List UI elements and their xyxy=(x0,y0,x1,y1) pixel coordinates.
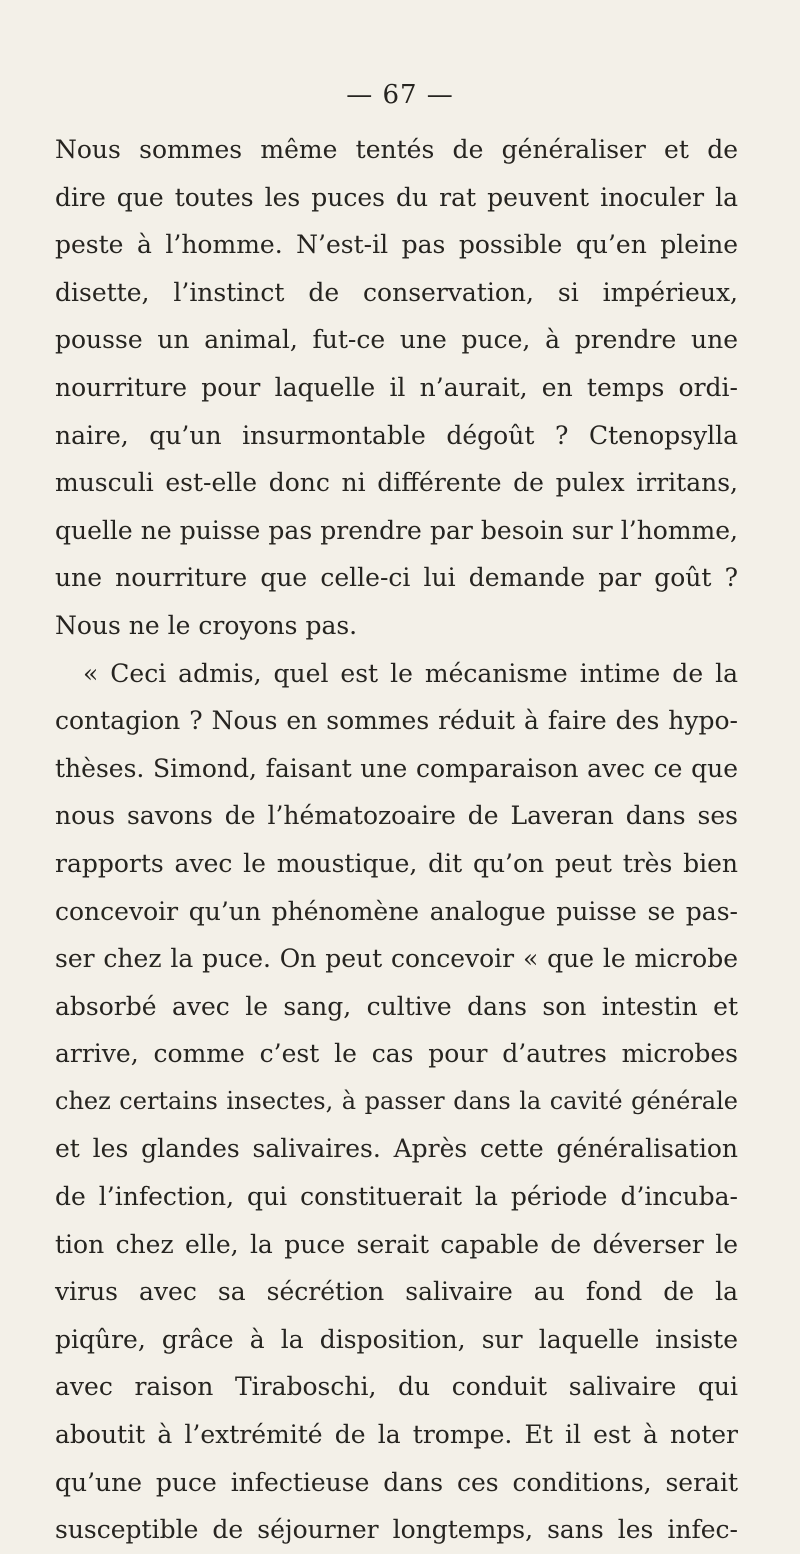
text-line: chez certains insectes, à passer dans la cavité générale xyxy=(55,1086,738,1115)
text-line: « Ceci admis, quel est le mécanisme intime de la xyxy=(83,658,738,688)
text-line: qu’une puce infectieuse dans ces conditions, serait xyxy=(55,1467,738,1497)
text-line: peste à l’homme. N’est-il pas possible qu’en pleine xyxy=(55,230,738,260)
text-line: concevoir qu’un phénomène analogue puisse se pas- xyxy=(55,896,738,926)
text-line: aboutit à l’extrémité de la trompe. Et il est à noter xyxy=(55,1420,738,1450)
text-line: et les glandes salivaires. Après cette généralisation xyxy=(55,1134,738,1164)
text-line: nourriture pour laquelle il n’aurait, en temps ordi- xyxy=(55,372,738,402)
text-line: arrive, comme c’est le cas pour d’autres microbes xyxy=(55,1039,738,1069)
body-text xyxy=(55,126,738,1554)
text-line: quelle ne puisse pas prendre par besoin sur l’homme, xyxy=(55,515,738,545)
text-line: ser chez la puce. On peut concevoir « que le microbe xyxy=(55,944,738,974)
text-line: de l’infection, qui constituerait la période d’incuba- xyxy=(55,1182,738,1212)
text-line: absorbé avec le sang, cultive dans son intestin et xyxy=(55,991,738,1021)
text-line: virus avec sa sécrétion salivaire au fond de la xyxy=(55,1277,738,1307)
text-line: Nous ne le croyons pas. xyxy=(55,610,358,640)
text-line: naire, qu’un insurmontable dégoût ? Ctenopsylla xyxy=(55,420,738,450)
text-line: rapports avec le moustique, dit qu’on peut très bien xyxy=(55,848,738,878)
text-line: nous savons de l’hématozoaire de Laveran dans ses xyxy=(55,801,738,831)
text-line: tion chez elle, la puce serait capable de déverser le xyxy=(55,1229,738,1259)
text-line: avec raison Tiraboschi, du conduit salivaire qui xyxy=(55,1372,738,1402)
text-line: susceptible de séjourner longtemps, sans les infec- xyxy=(55,1515,738,1545)
text-line: contagion ? Nous en sommes réduit à faire des hypo- xyxy=(55,706,738,736)
text-line: dire que toutes les puces du rat peuvent inoculer la xyxy=(55,182,738,212)
text-line: une nourriture que celle-ci lui demande par goût ? xyxy=(55,563,738,593)
text-line: pousse un animal, fut-ce une puce, à prendre une xyxy=(55,325,738,355)
text-line: Nous sommes même tentés de généraliser et de xyxy=(55,135,738,164)
text-line: musculi est-elle donc ni différente de pulex irritans, xyxy=(55,468,738,498)
text-line: disette, l’instinct de conservation, si impérieux, xyxy=(55,277,738,307)
page-number: — 67 — xyxy=(346,80,454,110)
text-line: piqûre, grâce à la disposition, sur laquelle insiste xyxy=(55,1324,738,1354)
text-line: thèses. Simond, faisant une comparaison avec ce que xyxy=(55,753,738,783)
